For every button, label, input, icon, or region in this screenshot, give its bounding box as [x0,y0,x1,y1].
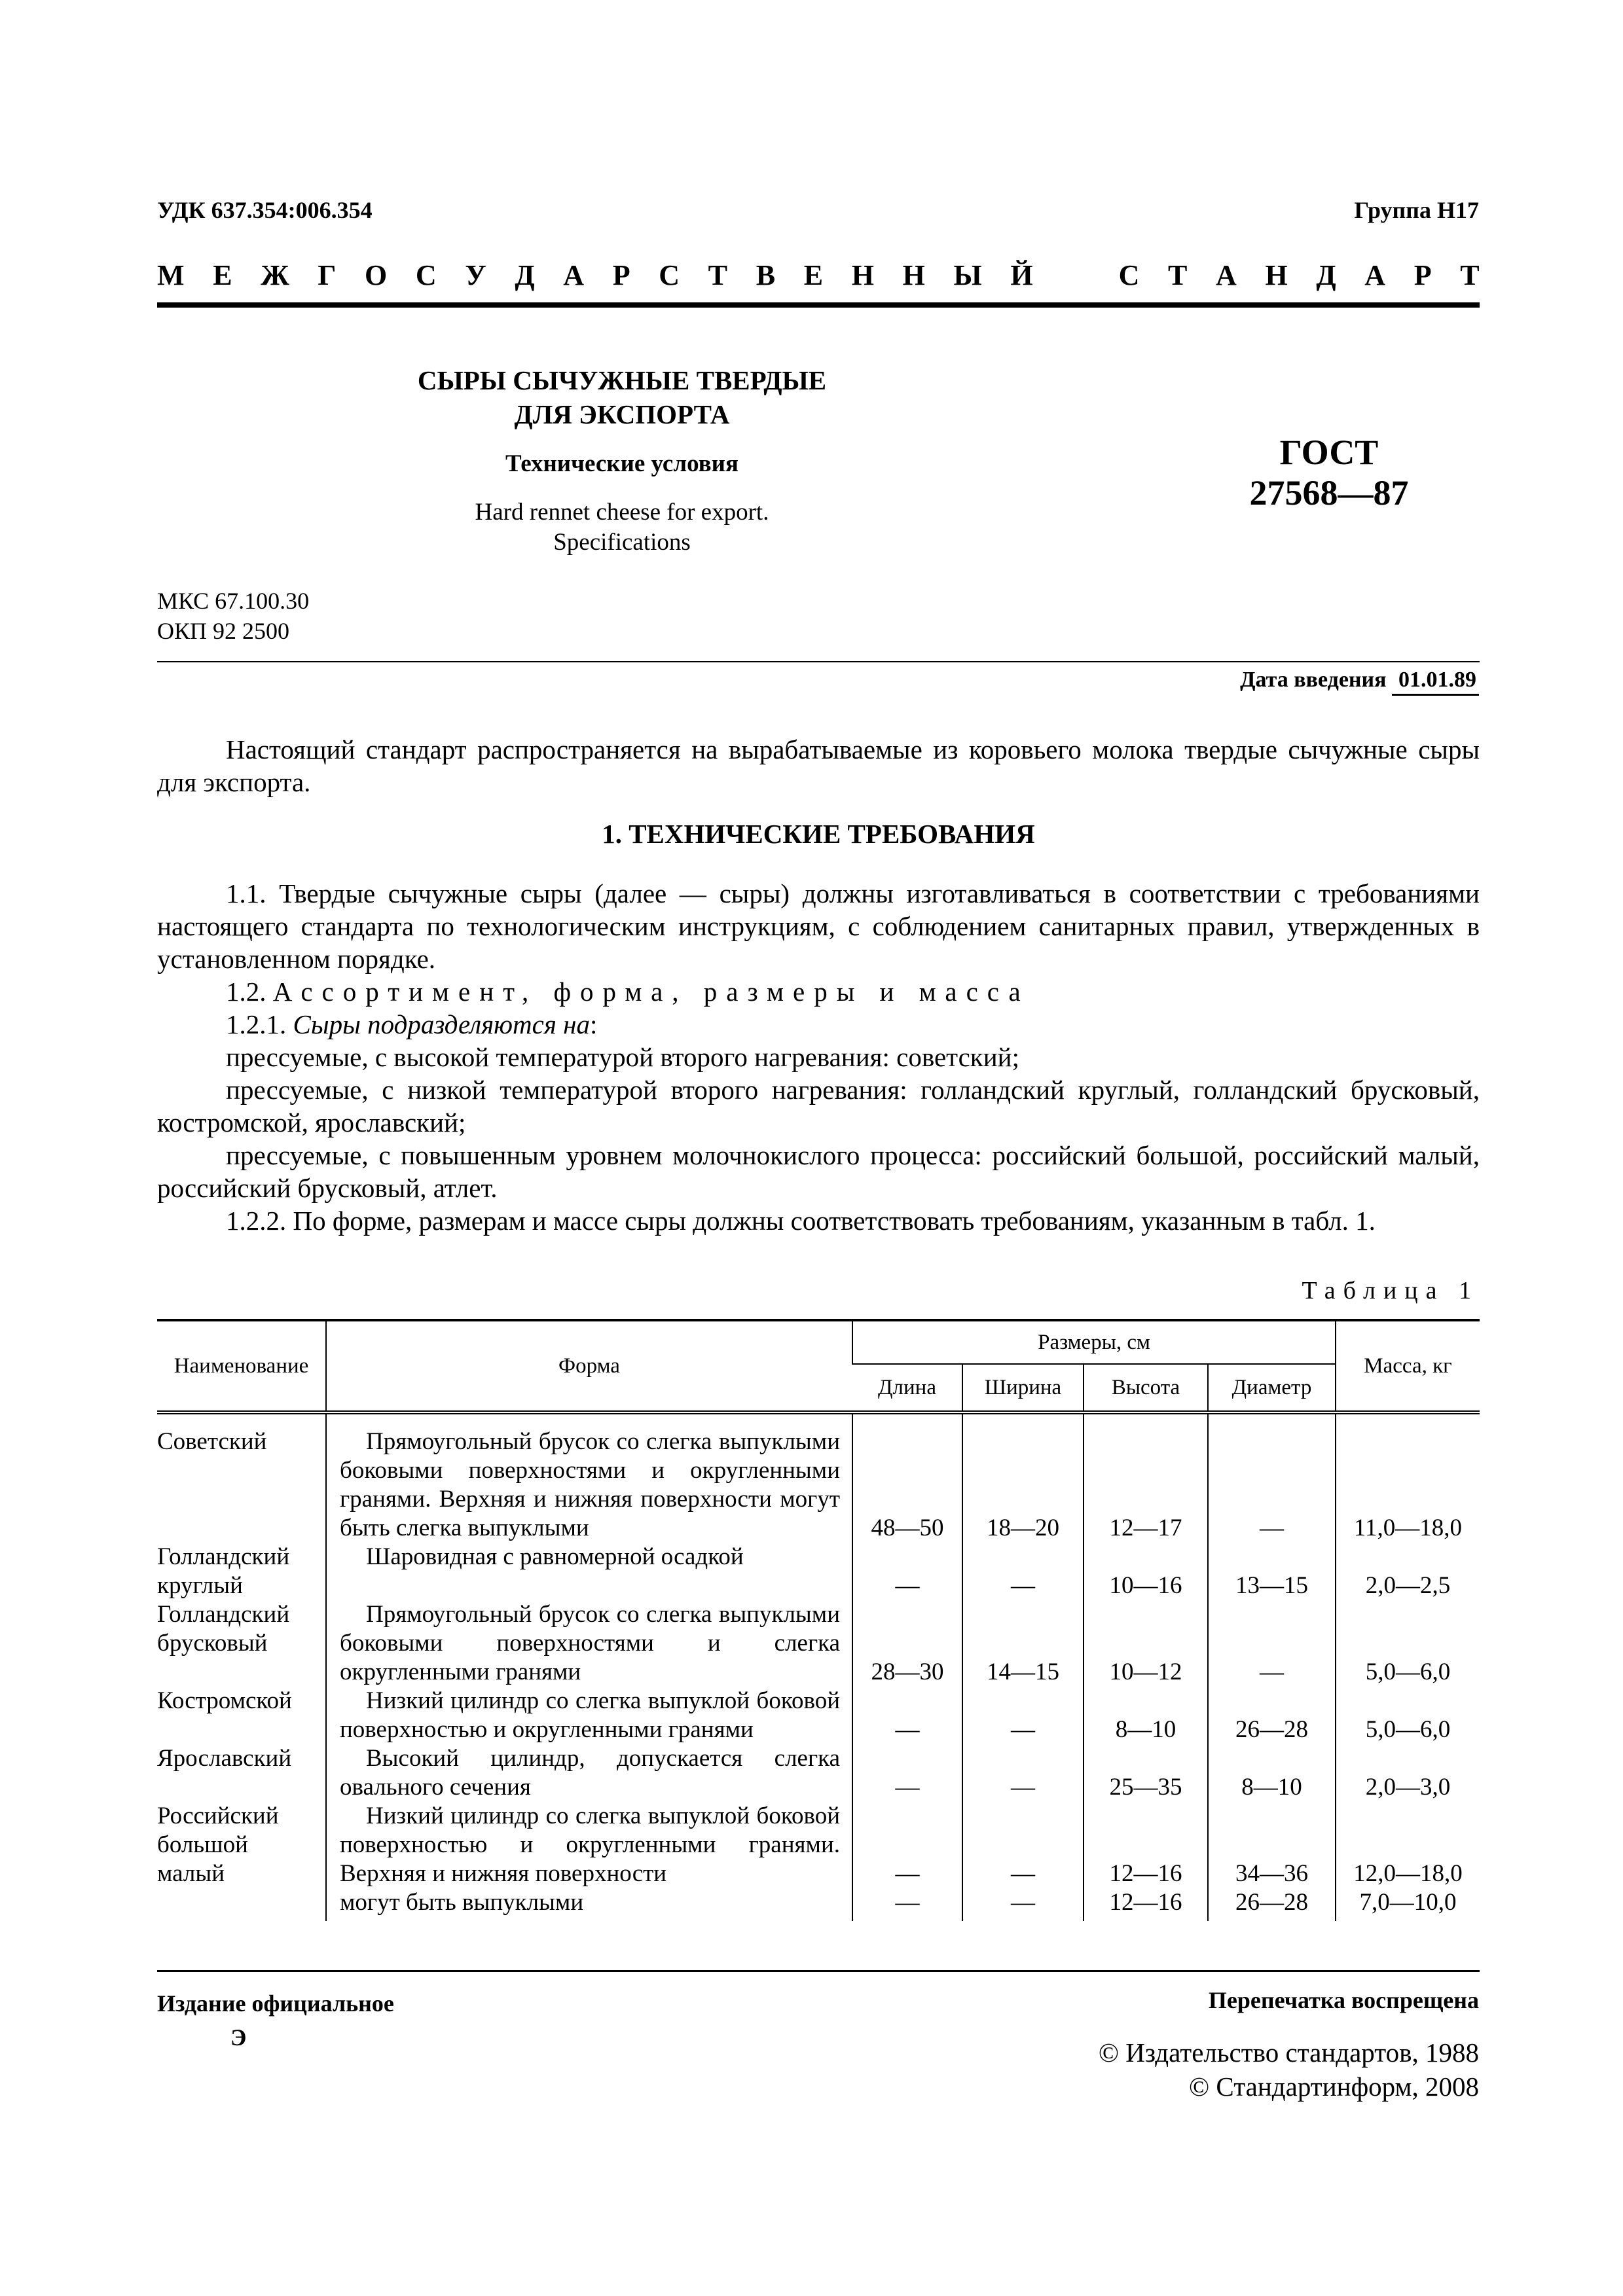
banner-letter: О [365,259,388,291]
cell-diameter: 34—36 [1208,1802,1336,1888]
paragraph [157,1008,1480,1041]
cell-form: могут быть выпуклыми [326,1888,852,1921]
gost-code: 27568—87 [1249,473,1409,512]
edition-mark: Э [230,2024,247,2051]
table-row [157,1888,1480,1921]
paragraph: прессуемые, с повышенным уровнем молочнокислого процесса: российский большой, российский малый, российский брусковый, атлет. [157,1140,1480,1203]
header-sizes: Размеры, см [852,1320,1336,1364]
intro-paragraph: Настоящий стандарт распространяется на вырабатываемые из коровьего молока твердые сычужные сыры для экспорта. [157,734,1480,797]
cell-length: — [852,1543,962,1600]
okp-code: ОКП 92 2500 [157,618,290,644]
banner-letter: М [157,259,185,291]
banner-letter: Н [851,259,874,291]
cell-width: — [962,1888,1084,1921]
banner-letter: Г [318,259,337,291]
cell-mass: 5,0—6,0 [1336,1687,1480,1744]
cell-form: Прямоугольный брусок со слегка выпуклыми боковыми поверхностями и слегка округленными гранями [326,1600,852,1687]
header-name: Наименование [157,1320,326,1412]
edition-info [157,1986,394,2054]
paragraph: 1.1. Твердые сычужные сыры (далее — сыры) должны изготавливаться в соответствии с требованиями настоящего стандарта по технологическим инструкциям, с соблюдением санитарных правил, утвержденных в установленном порядке. [157,878,1480,974]
cell-form: Низкий цилиндр со слегка выпуклой боковой поверхностью и округленными гранями [326,1687,852,1744]
clause-colon: : [590,1009,598,1039]
cell-width: — [962,1687,1084,1744]
cell-width: — [962,1744,1084,1802]
footer-rule [157,1970,1480,1972]
banner-letter: С [415,259,437,291]
paragraph: 1.2.2. По форме, размерам и массе сыры должны соответствовать требованиям, указанным в табл. 1. [226,1206,1376,1236]
banner-letter: А [563,259,585,291]
title-line: ДЛЯ ЭКСПОРТА [514,399,730,429]
cell-form: Низкий цилиндр со слегка выпуклой боковой поверхностью и округленными гранями. Верхняя и нижняя поверхности [326,1802,852,1888]
cell-mass: 2,0—2,5 [1336,1543,1480,1600]
cell-length: — [852,1888,962,1921]
banner-letter: У [465,259,486,291]
cell-width: 14—15 [962,1600,1084,1687]
group-code: Группа Н17 [1354,197,1479,223]
cell-form: Прямоугольный брусок со слегка выпуклыми боковыми поверхностями и округленными гранями. Верхняя и нижняя поверхности могут быть слегка выпуклыми [326,1412,852,1543]
cheese-table [157,1319,1480,1921]
clause-number: 1.2. [226,977,266,1007]
banner-letter: Н [1265,259,1288,291]
cell-diameter: 26—28 [1208,1687,1336,1744]
cell-name: Советский [157,1428,267,1455]
banner-letter: Н [902,259,925,291]
reprint-notice: Перепечатка воспрещена [1208,1987,1479,2013]
cell-mass: 5,0—6,0 [1336,1600,1480,1687]
classification-codes [157,586,309,646]
cell-form: Высокий цилиндр, допускается слегка овального сечения [326,1744,852,1802]
cell-length: — [852,1802,962,1888]
cell-diameter: 26—28 [1208,1888,1336,1921]
copyright-line: © Стандартинформ, 2008 [1189,2072,1479,2102]
cell-length: — [852,1744,962,1802]
clause-text: Сыры подразделяются на [293,1009,591,1039]
cell-form: Шаровидная с равномерной осадкой [326,1543,852,1600]
clause-title: Ассортимент, форма, размеры и масса [272,977,1030,1007]
table-row [157,1744,1480,1802]
banner-rule [157,302,1480,308]
table-row [157,1600,1480,1687]
table-row [157,1687,1480,1744]
banner-letter: Д [1316,259,1336,291]
header-height: Высота [1084,1364,1208,1412]
gost-label: ГОСТ [1279,433,1379,472]
banner-letter: Ы [953,259,982,291]
edition-label: Издание официальное [157,1990,394,2017]
cell-mass: 7,0—10,0 [1336,1888,1480,1921]
section-heading: 1. ТЕХНИЧЕСКИЕ ТРЕБОВАНИЯ [602,819,1035,849]
cell-height: 8—10 [1084,1687,1208,1744]
paragraph [157,975,1480,1008]
cell-width: — [962,1802,1084,1888]
banner-letter: В [756,259,776,291]
introduction-date [1240,668,1479,696]
cell-diameter: — [1208,1412,1336,1543]
cell-length: — [852,1687,962,1744]
banner-letter: Ж [261,259,289,291]
copyright [1099,2036,1479,2104]
table-row [157,1412,1480,1543]
cell-diameter: 8—10 [1208,1744,1336,1802]
table-row [157,1802,1480,1888]
cell-height: 10—12 [1084,1600,1208,1687]
english-title: Specifications [553,529,691,556]
cell-name: Ярославский [157,1745,292,1772]
banner-letter: Р [612,259,630,291]
cell-mass: 2,0—3,0 [1336,1744,1480,1802]
body-text [157,877,1480,1237]
banner-letter: Т [708,259,728,291]
table-row [157,1543,1480,1600]
udk-code: УДК 637.354:006.354 [157,197,373,223]
banner-letter: С [1118,259,1140,291]
date-value: 01.01.89 [1392,668,1479,696]
banner-letter: Й [1010,259,1033,291]
banner-letter: Е [213,259,232,291]
cell-mass: 12,0—18,0 [1336,1802,1480,1888]
cell-height: 12—16 [1084,1888,1208,1921]
title-block [295,363,949,558]
mks-code: МКС 67.100.30 [157,588,310,614]
header-width: Ширина [962,1364,1084,1412]
copyright-line: © Издательство стандартов, 1988 [1098,2037,1479,2068]
cell-diameter: 13—15 [1208,1543,1336,1600]
cell-diameter: — [1208,1600,1336,1687]
banner-letter: Т [1168,259,1188,291]
cell-mass: 11,0—18,0 [1336,1412,1480,1543]
banner-letter: Р [1413,259,1432,291]
cell-name: Голландский брусковый [157,1601,290,1657]
table-caption: Таблица 1 [1302,1277,1479,1304]
cell-length: 28—30 [852,1600,962,1687]
cell-height: 12—16 [1084,1802,1208,1888]
date-label: Дата введения [1240,668,1387,692]
clause-number: 1.2.1. [226,1009,287,1039]
paragraph: прессуемые, с высокой температурой второго нагревания: советский; [226,1042,1019,1072]
title-line: СЫРЫ СЫЧУЖНЫЕ ТВЕРДЫЕ [417,365,827,395]
cell-name: Голландский круглый [157,1543,290,1599]
cell-name: Российский большой малый [157,1803,279,1887]
banner-letter: Т [1460,259,1480,291]
banner-letter: С [659,259,680,291]
gost-number [1198,432,1460,513]
header-diameter: Диаметр [1208,1364,1336,1412]
english-title: Hard rennet cheese for export. [475,499,769,526]
banner-letter: А [1216,259,1237,291]
banner-letter: А [1364,259,1386,291]
banner-letter: Е [803,259,824,291]
standard-banner [157,259,1480,292]
header-form: Форма [326,1320,852,1412]
cell-width: — [962,1543,1084,1600]
cell-length: 48—50 [852,1412,962,1543]
cell-name: Костромской [157,1687,292,1714]
banner-letter: Д [515,259,535,291]
cell-height: 25—35 [1084,1744,1208,1802]
header-length: Длина [852,1364,962,1412]
subtitle: Технические условия [505,450,739,477]
cell-height: 12—17 [1084,1412,1208,1543]
header-mass: Масса, кг [1336,1320,1480,1412]
date-rule [157,661,1480,662]
cell-name [157,1888,326,1921]
paragraph: прессуемые, с низкой температурой второго нагревания: голландский круглый, голландский брусковый, костромской, ярославский; [157,1075,1480,1138]
cell-height: 10—16 [1084,1543,1208,1600]
cell-width: 18—20 [962,1412,1084,1543]
